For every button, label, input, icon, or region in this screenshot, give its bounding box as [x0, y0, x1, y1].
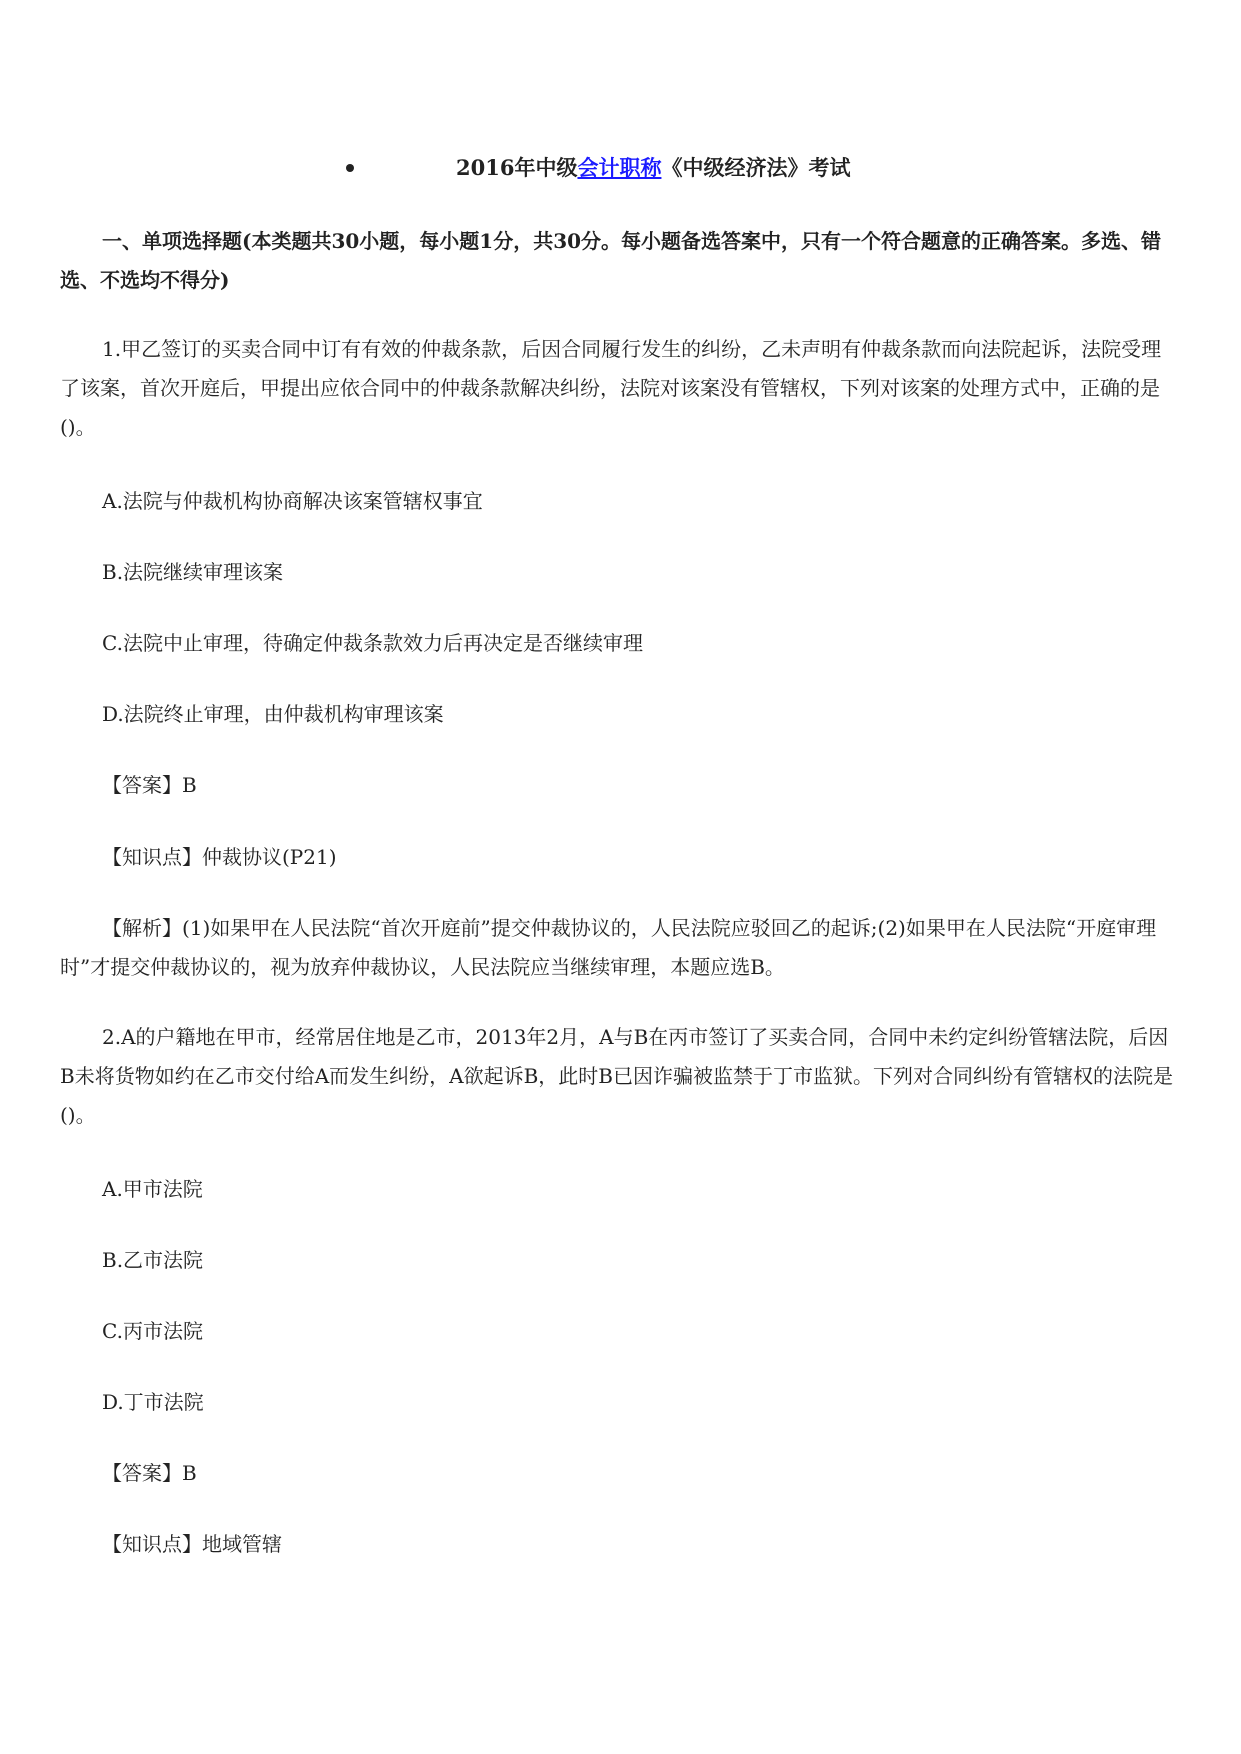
question-2-option-b: B.乙市法院	[102, 1248, 204, 1272]
question-2-option-d: D.丁市法院	[102, 1390, 204, 1414]
question-1-option-d: D.法院终止审理，由仲裁机构审理该案	[102, 702, 444, 726]
section-heading: 一、单项选择题(本类题共30小题，每小题1分，共30分。每小题备选答案中，只有一个符合题意的正确答案。多选、错选、不选均不得分)	[60, 229, 1162, 292]
title-prefix: 2016年中级	[456, 155, 578, 180]
bullet-icon	[346, 164, 354, 172]
question-2-answer: 【答案】B	[102, 1461, 197, 1485]
question-2-option-a: A.甲市法院	[102, 1177, 203, 1201]
title-suffix: 《中级经济法》考试	[661, 155, 851, 180]
question-1-knowledge: 【知识点】仲裁协议(P21)	[102, 845, 337, 869]
page-title	[456, 152, 850, 182]
question-1-option-a: A.法院与仲裁机构协商解决该案管辖权事宜	[102, 489, 483, 513]
title-link[interactable]: 会计职称	[577, 155, 662, 180]
question-1-answer: 【答案】B	[102, 773, 197, 797]
question-1-analysis: 【解析】(1)如果甲在人民法院“首次开庭前”提交仲裁协议的，人民法院应驳回乙的起诉;(2)如果甲在人民法院“开庭审理时”才提交仲裁协议的，视为放弃仲裁协议，人民法院应当继续审理，本题应选B。	[60, 916, 1157, 979]
question-2-option-c: C.丙市法院	[102, 1319, 203, 1343]
question-1-stem: 1.甲乙签订的买卖合同中订有有效的仲裁条款，后因合同履行发生的纠纷，乙未声明有仲裁条款而向法院起诉，法院受理了该案，首次开庭后，甲提出应依合同中的仲裁条款解决纠纷，法院对该案没有管辖权，下列对该案的处理方式中，正确的是()。	[60, 337, 1162, 439]
question-1-option-b: B.法院继续审理该案	[102, 560, 284, 584]
question-1-option-c: C.法院中止审理，待确定仲裁条款效力后再决定是否继续审理	[102, 631, 643, 655]
question-2-knowledge: 【知识点】地域管辖	[102, 1532, 282, 1556]
title-row	[0, 152, 1241, 192]
question-2-stem: 2.A的户籍地在甲市，经常居住地是乙市，2013年2月，A与B在丙市签订了买卖合同，合同中未约定纠纷管辖法院，后因B未将货物如约在乙市交付给A而发生纠纷，A欲起诉B，此时B已因诈骗被监禁于丁市监狱。下列对合同纠纷有管辖权的法院是()。	[60, 1025, 1173, 1127]
